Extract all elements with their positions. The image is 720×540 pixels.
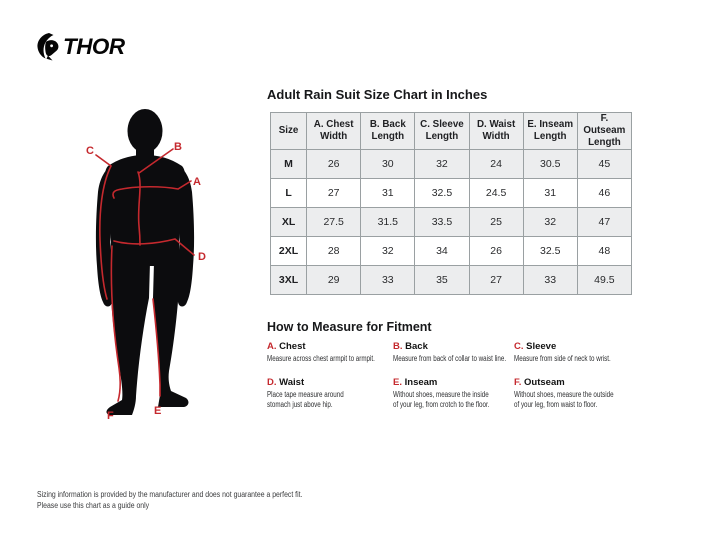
value-cell: 31 bbox=[361, 179, 415, 208]
measure-item-title bbox=[514, 377, 664, 388]
value-cell: 33 bbox=[361, 266, 415, 295]
measure-letter: C. bbox=[514, 341, 524, 352]
measure-item-title bbox=[393, 377, 514, 388]
measure-item-title bbox=[514, 341, 664, 352]
value-cell: 27 bbox=[307, 179, 361, 208]
header-cell-outseam: F. Outseam Length bbox=[577, 113, 631, 150]
measure-description bbox=[267, 390, 365, 411]
measure-desc-line: Measure from back of collar to waist line. bbox=[393, 354, 507, 363]
table-row bbox=[271, 237, 632, 266]
value-cell: 32.5 bbox=[415, 179, 469, 208]
header-cell-waist: D. Waist Width bbox=[469, 113, 523, 150]
value-cell: 25 bbox=[469, 208, 523, 237]
measure-item-title bbox=[267, 377, 393, 388]
figure-label-f: F bbox=[107, 410, 114, 422]
measure-item-outseam bbox=[514, 377, 664, 411]
size-cell: 2XL bbox=[271, 237, 307, 266]
table-row bbox=[271, 208, 632, 237]
body-silhouette bbox=[96, 109, 194, 415]
value-cell: 47 bbox=[577, 208, 631, 237]
value-cell: 30 bbox=[361, 150, 415, 179]
figure-label-c: C bbox=[86, 145, 94, 157]
body-measurement-figure bbox=[70, 100, 220, 445]
value-cell: 24.5 bbox=[469, 179, 523, 208]
value-cell: 27 bbox=[469, 266, 523, 295]
measure-item-back bbox=[393, 341, 514, 365]
measure-name: Outseam bbox=[524, 376, 565, 388]
measure-desc-line: stomach just above hip. bbox=[267, 400, 333, 409]
value-cell: 27.5 bbox=[307, 208, 361, 237]
measure-letter: A. bbox=[267, 341, 277, 352]
measure-item-title bbox=[267, 341, 393, 352]
goat-head-icon bbox=[36, 33, 60, 61]
header-cell-size: Size bbox=[271, 113, 307, 150]
measure-name: Chest bbox=[279, 341, 306, 352]
measure-desc-line: Measure from side of neck to wrist. bbox=[514, 354, 611, 363]
value-cell: 31.5 bbox=[361, 208, 415, 237]
size-cell: L bbox=[271, 179, 307, 208]
disclaimer bbox=[37, 489, 302, 511]
value-cell: 45 bbox=[577, 150, 631, 179]
measure-desc-line: Without shoes, measure the outside bbox=[514, 389, 614, 399]
figure-label-d: D bbox=[198, 251, 206, 263]
measure-item-sleeve bbox=[514, 341, 664, 365]
value-cell: 26 bbox=[469, 237, 523, 266]
measure-name: Inseam bbox=[404, 376, 438, 388]
measure-letter: F. bbox=[514, 376, 522, 388]
measure-desc-line: Measure across chest armpit to armpit. bbox=[267, 354, 375, 363]
value-cell: 32 bbox=[415, 150, 469, 179]
table-header-row bbox=[271, 113, 632, 150]
measure-description bbox=[393, 389, 490, 411]
measure-desc-line: Place tape measure around bbox=[267, 389, 344, 399]
value-cell: 29 bbox=[307, 266, 361, 295]
measure-description bbox=[267, 354, 375, 365]
measure-item-inseam bbox=[393, 377, 514, 411]
measure-name: Waist bbox=[279, 376, 305, 388]
value-cell: 26 bbox=[307, 150, 361, 179]
figure-label-e: E bbox=[154, 405, 162, 417]
table-row bbox=[271, 266, 632, 295]
value-cell: 33.5 bbox=[415, 208, 469, 237]
size-cell: XL bbox=[271, 208, 307, 237]
measure-letter: D. bbox=[267, 376, 277, 388]
measure-item-waist bbox=[267, 377, 393, 411]
value-cell: 32 bbox=[523, 208, 577, 237]
table-row bbox=[271, 150, 632, 179]
silhouette-left-leg bbox=[106, 262, 150, 415]
measure-letter: B. bbox=[393, 341, 403, 352]
value-cell: 46 bbox=[577, 179, 631, 208]
figure-label-b: B bbox=[174, 141, 182, 153]
value-cell: 49.5 bbox=[577, 266, 631, 295]
value-cell: 33 bbox=[523, 266, 577, 295]
measure-description bbox=[514, 354, 631, 365]
thor-logo bbox=[36, 33, 123, 61]
value-cell: 32 bbox=[361, 237, 415, 266]
measure-item-chest bbox=[267, 341, 393, 365]
value-cell: 32.5 bbox=[523, 237, 577, 266]
measure-instructions bbox=[267, 341, 667, 411]
size-cell: 3XL bbox=[271, 266, 307, 295]
size-cell: M bbox=[271, 150, 307, 179]
measure-desc-line: of your leg, from crotch to the floor. bbox=[393, 400, 490, 409]
size-chart-table bbox=[270, 112, 632, 295]
value-cell: 24 bbox=[469, 150, 523, 179]
header-cell-back: B. Back Length bbox=[361, 113, 415, 150]
header-cell-inseam: E. Inseam Length bbox=[523, 113, 577, 150]
value-cell: 34 bbox=[415, 237, 469, 266]
value-cell: 28 bbox=[307, 237, 361, 266]
value-cell: 30.5 bbox=[523, 150, 577, 179]
figure-label-a: A bbox=[193, 176, 201, 188]
value-cell: 35 bbox=[415, 266, 469, 295]
measure-heading: How to Measure for Fitment bbox=[267, 320, 432, 334]
header-cell-chest: A. Chest Width bbox=[307, 113, 361, 150]
measure-name: Sleeve bbox=[526, 341, 557, 352]
measure-letter: E. bbox=[393, 376, 402, 388]
measure-desc-line: of your leg, from waist to floor. bbox=[514, 400, 598, 409]
value-cell: 31 bbox=[523, 179, 577, 208]
measure-description bbox=[514, 390, 631, 411]
measure-desc-line: Without shoes, measure the inside bbox=[393, 389, 489, 399]
header-cell-sleeve: C. Sleeve Length bbox=[415, 113, 469, 150]
measure-description bbox=[393, 354, 507, 365]
brand-wordmark: THOR bbox=[63, 34, 125, 59]
value-cell: 48 bbox=[577, 237, 631, 266]
table-row bbox=[271, 179, 632, 208]
measure-item-title bbox=[393, 341, 514, 352]
disclaimer-line: Sizing information is provided by the manufacturer and does not guarantee a perfect fit. bbox=[37, 490, 303, 499]
measure-name: Back bbox=[405, 341, 428, 352]
disclaimer-line: Please use this chart as a guide only bbox=[37, 501, 150, 510]
size-chart-title: Adult Rain Suit Size Chart in Inches bbox=[267, 87, 488, 102]
